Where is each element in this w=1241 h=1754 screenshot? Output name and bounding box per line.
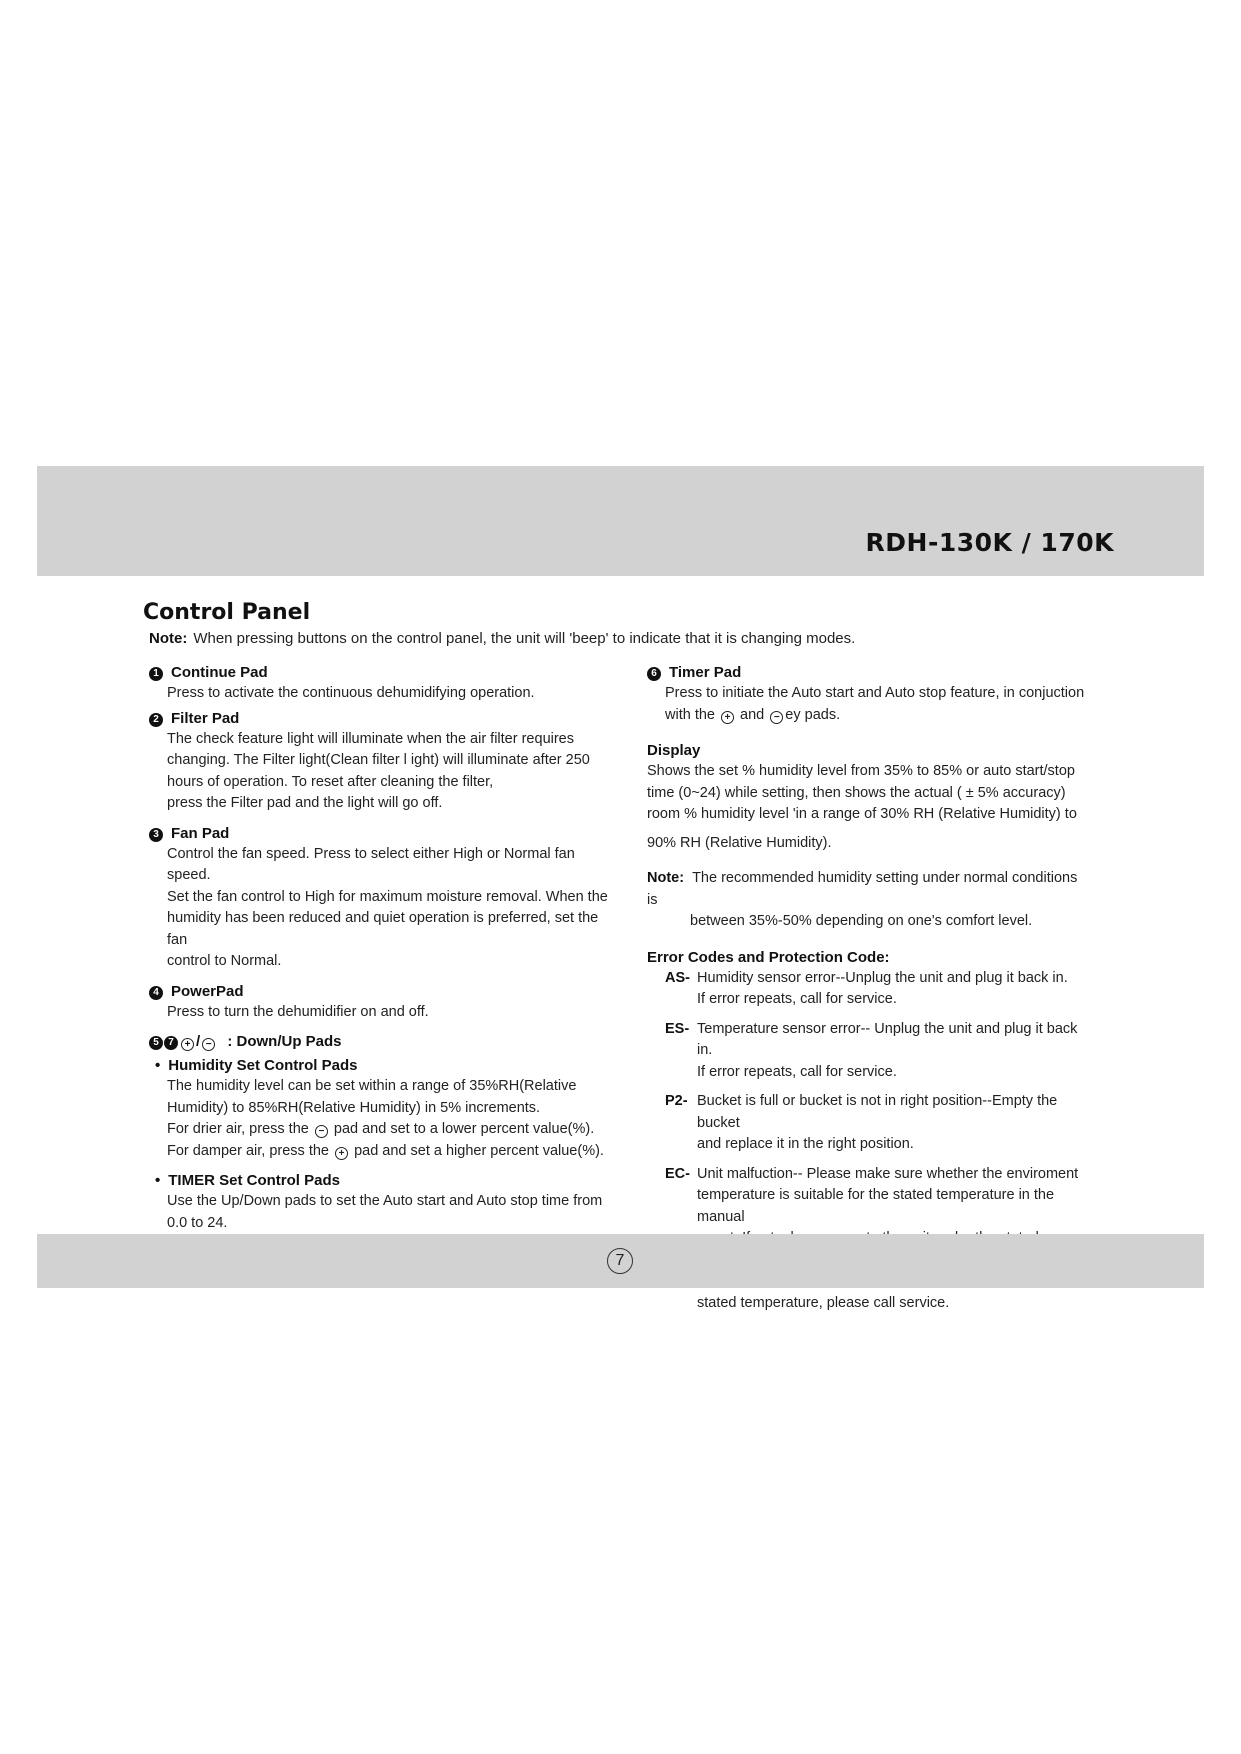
filter-pad-heading: 2 Filter Pad — [149, 708, 619, 729]
display-heading: Display — [647, 742, 701, 759]
note-text: When pressing buttons on the control panel, the unit will 'beep' to indicate that it is changing modes. — [193, 630, 856, 647]
error-code-item: AS- Humidity sensor error--Unplug the unit and plug it back in. If error repeats, call for service. — [665, 969, 1068, 1007]
plus-circle-icon: + — [181, 1038, 194, 1051]
timer-pad-text: Press to initiate the Auto start and Auto stop feature, in conjuction with the + and − ey pads. — [665, 685, 1085, 723]
continue-pad-text: Press to activate the continuous dehumidifying operation. — [167, 685, 535, 701]
error-codes-heading: Error Codes and Protection Code: — [647, 948, 890, 966]
number-7-icon: 7 — [164, 1036, 178, 1050]
filter-pad-text: The check feature light will illuminate when the air filter requires changing. The Filter light(Clean filter l ight) will illuminate after 250 hours of operation. To reset after cleaning the filter, press the Filter pad and the light will go off. — [167, 730, 590, 811]
error-code-item: P2- Bucket is full or bucket is not in right position--Empty the bucket and replace it in the right position. — [665, 1093, 1058, 1152]
power-pad-text: Press to turn the dehumidifier on and off. — [167, 1003, 429, 1020]
recommendation-note: Note: The recommended humidity setting under normal conditions is between 35%-50% depending on one's comfort level. — [647, 870, 1078, 929]
left-column — [149, 662, 619, 1234]
fan-pad-text: Control the fan speed. Press to select either High or Normal fan speed. Set the fan control to High for maximum moisture removal. When the humidity has been reduced and quiet operation is preferred, set the fan control to Normal. — [167, 845, 608, 969]
minus-circle-icon: − — [770, 711, 783, 724]
error-code-item: ES- Temperature sensor error-- Unplug the unit and plug it back in. If error repeats, call for service. — [665, 1020, 1078, 1080]
timer-set-text: Use the Up/Down pads to set the Auto start and Auto stop time from 0.0 to 24. — [167, 1193, 603, 1231]
number-1-icon: 1 — [149, 667, 163, 681]
humidity-set-text: The humidity level can be set within a range of 35%RH(Relative Humidity) to 85%RH(Relative Humidity) in 5% increments. For drier air, press the − pad and set to a lower percent value(%). For damper air, press the + pad and set a higher percent value(%). — [167, 1078, 604, 1159]
error-code-item: EC- Unit malfuction-- Please make sure whether the enviroment temperature is suitable for the stated temperature in the manual stated temperature, please call service. — [665, 1165, 1079, 1311]
number-6-icon: 6 — [647, 667, 661, 681]
model-title: RDH-130K / 170K — [865, 528, 1114, 557]
right-column — [647, 662, 1087, 1314]
power-pad-heading: 4 PowerPad — [149, 981, 619, 1002]
plus-circle-icon: + — [721, 711, 734, 724]
display-text: Shows the set % humidity level from 35% to 85% or auto start/stop time (0~24) while setting, then shows the actual ( ± 5% accuracy) room % humidity level 'in a range of 30% RH (Relative Humidity) to 90% RH (Relative Humidity). — [647, 763, 1077, 851]
minus-circle-icon: − — [315, 1125, 328, 1138]
number-2-icon: 2 — [149, 713, 163, 727]
continue-pad-heading: 1 Continue Pad — [149, 662, 619, 683]
number-3-icon: 3 — [149, 828, 163, 842]
intro-note — [149, 630, 855, 647]
number-5-icon: 5 — [149, 1036, 163, 1050]
timer-pad-heading: 6 Timer Pad — [647, 662, 1087, 683]
plus-circle-icon: + — [335, 1147, 348, 1160]
updown-pads-heading: 5 7 + / − : Down/Up Pads — [149, 1031, 619, 1052]
footer-band — [37, 1234, 1204, 1288]
fan-pad-heading: 3 Fan Pad — [149, 823, 619, 844]
header-band — [37, 466, 1204, 576]
page-title: Control Panel — [143, 600, 311, 625]
page-number: 7 — [607, 1248, 633, 1274]
minus-circle-icon: − — [202, 1038, 215, 1051]
note-label: Note: — [149, 630, 188, 647]
humidity-set-heading: • Humidity Set Control Pads — [155, 1055, 619, 1076]
number-4-icon: 4 — [149, 986, 163, 1000]
timer-set-heading: • TIMER Set Control Pads — [155, 1170, 619, 1191]
